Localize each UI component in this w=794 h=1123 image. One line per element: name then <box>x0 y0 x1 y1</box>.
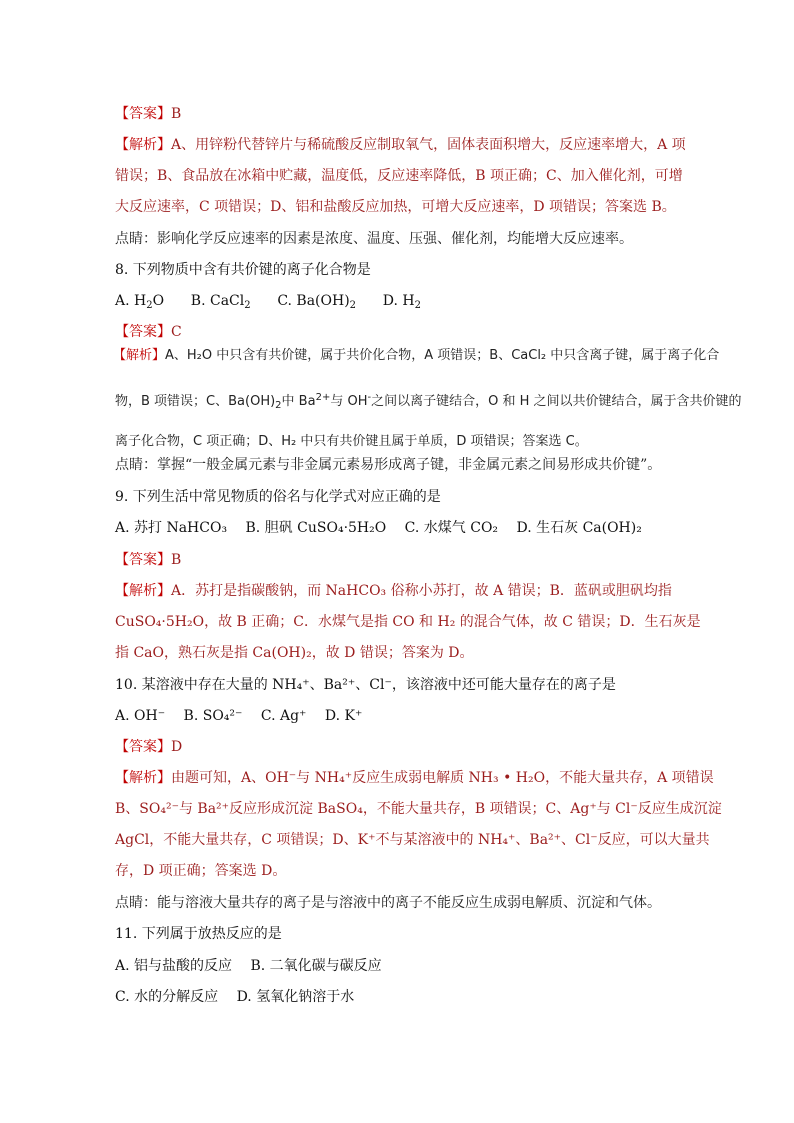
q10-answer: 【答案】D <box>115 739 183 755</box>
q7-tip: 点睛：影响化学反应速率的因素是浓度、温度、压强、催化剂，均能增大反应速率。 <box>115 231 633 247</box>
q8-stem: 8. 下列物质中含有共价键的离子化合物是 <box>115 262 371 278</box>
q9-analysis-line-1: 【解析】A．苏打是指碳酸钠，而 NaHCO₃ 俗称小苏打，故 A 错误；B．蓝矾或胆矾均指 <box>115 583 672 599</box>
q7-analysis-line-1: 【解析】A、用锌粉代替锌片与稀硫酸反应制取氧气，固体表面积增大，反应速率增大，A 项 <box>115 137 686 153</box>
q10-analysis-line-4: 存，D 项正确；答案选 D。 <box>115 863 287 879</box>
q7-analysis-line-2: 错误；B、食品放在冰箱中贮藏，温度低，反应速率降低，B 项正确；C、加入催化剂，可增 <box>115 168 683 184</box>
q10-options: A. OH⁻ B. SO₄²⁻ C. Ag⁺ D. K⁺ <box>115 708 363 724</box>
q8-analysis-line-1: 【解析】A、H₂O 中只含有共价键，属于共价化合物，A 项错误；B、CaCl₂ 中只含离子键，属于离子化合 <box>113 348 720 363</box>
q10-analysis-line-1: 【解析】由题可知，A、OH⁻与 NH₄⁺反应生成弱电解质 NH₃ • H₂O，不能大量共存，A 项错误 <box>115 770 714 786</box>
q9-analysis-line-2: CuSO₄·5H₂O，故 B 正确；C．水煤气是指 CO 和 H₂ 的混合气体，故 C 错误；D．生石灰是 <box>115 614 701 630</box>
answer-value: B <box>171 106 182 122</box>
answer-label: 【答案】 <box>115 106 171 122</box>
q9-answer: 【答案】B <box>115 552 182 568</box>
q11-stem: 11. 下列属于放热反应的是 <box>115 926 282 942</box>
q8-analysis-line-2: 物，B 项错误；C、$Ba(OH)_2$中 $Ba^{2+}$与 OH-之间以离子键结合，O 和 H 之间以共价键结合，属于含共价键的 <box>115 392 742 411</box>
q8-answer: 【答案】C <box>115 324 182 340</box>
q8-analysis-line-3: 离子化合物，C 项正确；D、H₂ 中只有共价键且属于单质，D 项错误；答案选 C。 <box>115 434 588 449</box>
q10-analysis-line-2: B、SO₄²⁻与 Ba²⁺反应形成沉淀 BaSO₄，不能大量共存，B 项错误；C、Ag⁺与 Cl⁻反应生成沉淀 <box>115 801 722 817</box>
q7-answer <box>115 104 181 124</box>
q11-options-row-2: C. 水的分解反应 D. 氢氧化钠溶于水 <box>115 989 355 1005</box>
tip-label: 点睛： <box>115 231 157 247</box>
q11-options-row-1: A. 铝与盐酸的反应 B. 二氧化碳与碳反应 <box>115 958 382 974</box>
q7-analysis-line-3: 大反应速率，C 项错误；D、铝和盐酸反应加热，可增大反应速率，D 项错误；答案选 B。 <box>115 199 676 215</box>
q9-stem: 9. 下列生活中常见物质的俗名与化学式对应正确的是 <box>115 489 441 505</box>
q9-options: A. 苏打 NaHCO₃ B. 胆矾 CuSO₄·5H₂O C. 水煤气 CO₂ D. 生石灰 Ca(OH)₂ <box>115 520 642 536</box>
q10-tip: 点睛：能与溶液大量共存的离子是与溶液中的离子不能反应生成弱电解质、沉淀和气体。 <box>115 895 661 911</box>
q8-tip: 点睛：掌握“一般金属元素与非金属元素易形成离子键，非金属元素之间易形成共价键”。 <box>115 457 662 473</box>
q10-stem: 10. 某溶液中存在大量的 NH₄⁺、Ba²⁺、Cl⁻，该溶液中还可能大量存在的离子是 <box>115 677 616 693</box>
analysis-label: 【解析】 <box>115 137 171 153</box>
q8-options: A. $H_2O$ B. CaCl$_2$ C. $Ba(OH)_2$ D. $H_2$ <box>115 293 421 311</box>
q10-analysis-line-3: AgCl，不能大量共存，C 项错误；D、K⁺不与某溶液中的 NH₄⁺、Ba²⁺、Cl⁻反应，可以大量共 <box>115 832 710 848</box>
q9-analysis-line-3: 指 CaO，熟石灰是指 Ca(OH)₂，故 D 错误；答案为 D。 <box>115 645 474 661</box>
